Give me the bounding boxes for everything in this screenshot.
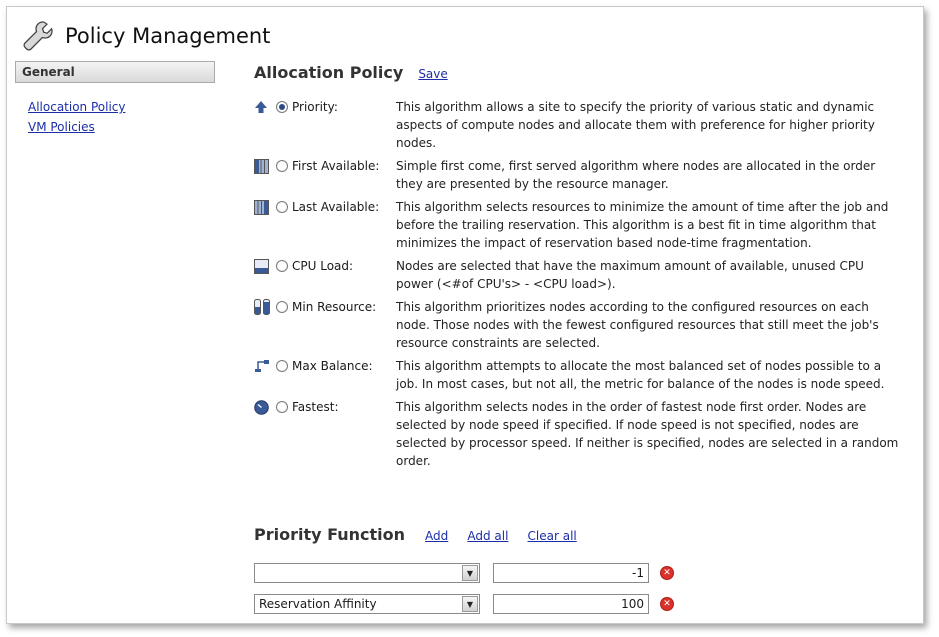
priority-function-header [254, 525, 914, 544]
priority-weight-input[interactable]: 100 [493, 594, 649, 614]
add-all-link[interactable]: Add all [467, 529, 509, 543]
wrench-icon [21, 19, 55, 53]
max-balance-icon [254, 359, 270, 373]
last-available-icon [254, 200, 269, 215]
priority-description: This algorithm allows a site to specify the priority of various static and dynamic aspects of compute nodes and allocate them with preference for higher priority nodes. [396, 100, 875, 150]
last-available-description: This algorithm selects resources to minimize the amount of time after the job and before the trailing reservation. This algorithm is a best fit in time algorithm that minimizes the impact of reservation based node-time fragmentation. [396, 200, 889, 250]
sidebar-header[interactable]: General [15, 61, 215, 83]
save-link[interactable]: Save [418, 67, 448, 81]
min-resource-icon [254, 299, 270, 315]
sidebar-item-allocation-policy[interactable]: Allocation Policy [28, 100, 126, 114]
max-balance-label: Max Balance: [292, 359, 373, 373]
min-resource-label: Min Resource: [292, 300, 377, 314]
algorithm-fastest [254, 398, 914, 470]
algorithm-min-resource [254, 298, 914, 352]
algorithm-first-available [254, 157, 914, 193]
priority-radio-option[interactable] [276, 98, 396, 116]
allocation-policy-header [254, 63, 914, 82]
algorithm-priority [254, 98, 914, 152]
priority-radio[interactable] [276, 101, 288, 113]
cpu-load-label: CPU Load: [292, 259, 354, 273]
first-available-radio[interactable] [276, 160, 288, 172]
allocation-policy-section [254, 63, 914, 475]
algorithm-list [254, 98, 914, 470]
first-available-radio-option[interactable] [276, 157, 396, 175]
fastest-radio[interactable] [276, 401, 288, 413]
first-available-description: Simple first come, first served algorithm where nodes are allocated in the order they are presented by the resource manager. [396, 159, 876, 191]
cpu-load-icon [254, 259, 269, 274]
first-available-icon [254, 159, 269, 174]
min-resource-radio[interactable] [276, 301, 288, 313]
chevron-down-icon[interactable]: ▼ [462, 565, 478, 581]
priority-function-section [254, 525, 914, 611]
algorithm-cpu-load [254, 257, 914, 293]
max-balance-radio[interactable] [276, 360, 288, 372]
last-available-radio-option[interactable] [276, 198, 396, 216]
sidebar-item-vm-policies[interactable]: VM Policies [28, 120, 95, 134]
priority-label: Priority: [292, 100, 338, 114]
chevron-down-icon[interactable]: ▼ [462, 596, 478, 612]
page-title: Policy Management [65, 24, 271, 48]
first-available-label: First Available: [292, 159, 380, 173]
priority-function-actions [411, 525, 577, 544]
priority-component-select[interactable] [254, 594, 480, 614]
delete-icon[interactable]: ✕ [661, 598, 673, 610]
cpu-load-description: Nodes are selected that have the maximum amount of available, unused CPU power (<#of CPU's> - <CPU load>). [396, 259, 864, 291]
allocation-policy-title: Allocation Policy [254, 63, 404, 82]
clear-all-link[interactable]: Clear all [527, 529, 577, 543]
priority-function-title: Priority Function [254, 525, 406, 544]
fastest-icon [254, 400, 269, 415]
priority-component-value: Reservation Affinity [259, 597, 377, 611]
fastest-description: This algorithm selects nodes in the order of fastest node first order. Nodes are selected by node speed if specified. If node speed is not specified, nodes are selected by processor speed. If neither is specified, nodes are selected in a random order. [396, 400, 899, 468]
page-header [21, 19, 270, 53]
last-available-label: Last Available: [292, 200, 380, 214]
algorithm-max-balance [254, 357, 914, 393]
delete-icon[interactable]: ✕ [661, 567, 673, 579]
fastest-radio-option[interactable] [276, 398, 396, 416]
algorithm-last-available [254, 198, 914, 252]
last-available-radio[interactable] [276, 201, 288, 213]
fastest-label: Fastest: [292, 400, 339, 414]
cpu-load-radio[interactable] [276, 260, 288, 272]
priority-component-select[interactable] [254, 563, 480, 583]
sidebar-links [15, 97, 215, 137]
cpu-load-radio-option[interactable] [276, 257, 396, 275]
arrow-up-icon [254, 100, 268, 114]
max-balance-description: This algorithm attempts to allocate the most balanced set of nodes possible to a job. In most cases, but not all, the metric for balance of the nodes is node speed. [396, 359, 885, 391]
max-balance-radio-option[interactable] [276, 357, 396, 375]
min-resource-radio-option[interactable] [276, 298, 396, 316]
policy-management-window [6, 6, 924, 624]
priority-function-row [254, 594, 673, 614]
min-resource-description: This algorithm prioritizes nodes according to the configured resources on each node. Those nodes with the fewest configured resources that still meet the job's resource constraints are selected. [396, 300, 879, 350]
add-link[interactable]: Add [425, 529, 449, 543]
priority-weight-input[interactable]: -1 [493, 563, 649, 583]
sidebar [15, 61, 215, 137]
priority-function-row [254, 563, 673, 583]
